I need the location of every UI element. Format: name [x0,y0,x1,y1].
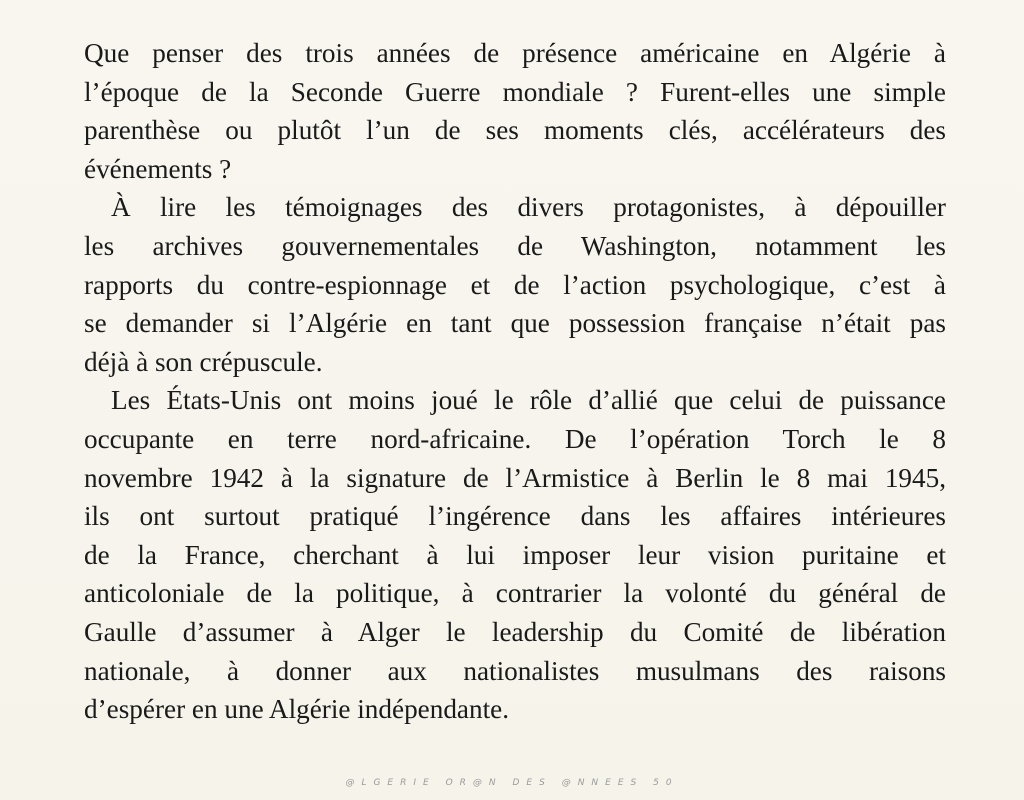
paragraph-3-line-9: d’espérer en une Algérie indépendante. [84,694,509,725]
paragraph-2-line-1: À lire les témoignages des divers protagonistes, à dépouiller [111,192,946,223]
body-text [84,34,946,729]
paragraph-3 [84,381,946,728]
paragraph-2-line-4: se demander si l’Algérie en tant que possession française n’était pas [84,308,946,339]
paragraph-3-line-7: Gaulle d’assumer à Alger le leadership du Comité de libération [84,616,946,647]
paragraph-2-line-3: rapports du contre-espionnage et de l’action psychologique, c’est à [84,269,946,300]
paragraph-1-line-3: parenthèse ou plutôt l’un de ses moments clés, accélérateurs des [84,115,946,146]
paragraph-3-line-1: Les États-Unis ont moins joué le rôle d’allié que celui de puissance [111,385,946,416]
paragraph-3-line-3: novembre 1942 à la signature de l’Armistice à Berlin le 8 mai 1945, [84,462,946,493]
paragraph-1-line-1: Que penser des trois années de présence américaine en Algérie à [84,38,946,68]
paragraph-1-line-4: événements ? [84,153,232,184]
paragraph-3-line-5: de la France, cherchant à lui imposer leur vision puritaine et [84,539,946,570]
paragraph-3-line-8: nationale, à donner aux nationalistes musulmans des raisons [84,655,946,686]
watermark-text: @LGERIE OR@N DES @NNEES 50 [345,778,679,788]
paragraph-2-line-2: les archives gouvernementales de Washington, notamment les [84,230,946,261]
paragraph-1-line-2: l’époque de la Seconde Guerre mondiale ? Furent-elles une simple [84,76,946,107]
paragraph-2-line-5: déjà à son crépuscule. [84,346,323,377]
paragraph-3-line-4: ils ont surtout pratiqué l’ingérence dans les affaires intérieures [84,501,946,532]
paragraph-3-line-6: anticoloniale de la politique, à contrarier la volonté du général de [84,578,946,609]
paragraph-3-line-2: occupante en terre nord-africaine. De l’opération Torch le 8 [84,423,946,454]
paragraph-2 [84,188,946,381]
paragraph-1 [84,34,946,188]
